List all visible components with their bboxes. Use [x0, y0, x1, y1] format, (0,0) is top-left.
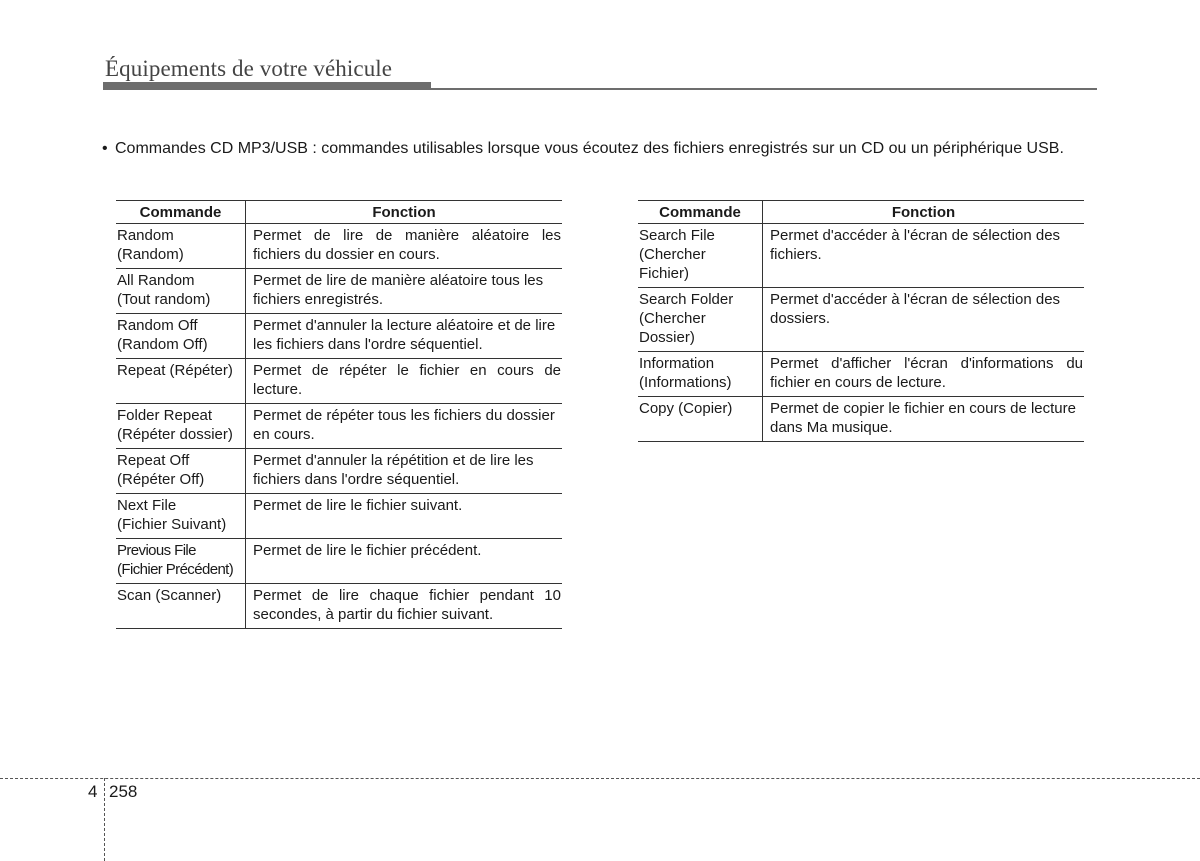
chapter-number: 4	[88, 782, 98, 801]
intro-text: Commandes CD MP3/USB : commandes utilisables lorsque vous écoutez des fichiers enregistrés sur un CD ou un périphérique USB.	[115, 140, 1064, 157]
table-row	[116, 404, 562, 449]
title-underline-thin	[431, 88, 1097, 90]
commands-table-right	[638, 200, 1084, 442]
command-cell	[116, 359, 246, 404]
function-cell: Permet d'annuler la répétition et de lire les fichiers dans l'ordre séquentiel.	[246, 449, 563, 494]
command-name: Search File (Chercher Fichier)	[639, 227, 715, 282]
function-cell: Permet d'accéder à l'écran de sélection des dossiers.	[763, 288, 1085, 352]
table-row	[116, 269, 562, 314]
command-cell	[116, 404, 246, 449]
column-header-command: Commande	[116, 201, 246, 224]
table-row	[116, 314, 562, 359]
function-cell: Permet de lire de manière aléatoire les fichiers du dossier en cours.	[246, 224, 563, 269]
intro-paragraph	[102, 139, 1102, 158]
function-cell: Permet de lire le fichier précédent.	[246, 539, 563, 584]
table-row	[116, 359, 562, 404]
command-name: Search Folder (Chercher Dossier)	[639, 291, 734, 346]
table-row	[116, 224, 562, 269]
table-row	[116, 539, 562, 584]
function-cell: Permet de lire le fichier suivant.	[246, 494, 563, 539]
command-name: Repeat Off (Répéter Off)	[117, 452, 205, 488]
function-cell: Permet d'afficher l'écran d'informations du fichier en cours de lecture.	[763, 352, 1085, 397]
command-cell	[638, 397, 763, 442]
command-name: Copy (Copier)	[639, 400, 733, 417]
function-cell: Permet de répéter le fichier en cours de lecture.	[246, 359, 563, 404]
table-header-row	[116, 201, 562, 224]
command-name: Next File (Fichier Suivant)	[117, 497, 227, 533]
table-row	[116, 584, 562, 629]
command-cell	[116, 539, 246, 584]
command-cell	[638, 288, 763, 352]
table-row	[638, 224, 1084, 288]
command-cell	[116, 224, 246, 269]
table-row	[116, 494, 562, 539]
command-name: Scan (Scanner)	[117, 587, 222, 604]
command-name: Random Off (Random Off)	[117, 317, 208, 353]
command-cell	[116, 584, 246, 629]
command-name: Random (Random)	[117, 227, 184, 263]
function-cell: Permet de copier le fichier en cours de lecture dans Ma musique.	[763, 397, 1085, 442]
footer-dashed-divider	[104, 778, 105, 861]
command-name: Previous File (Fichier Précédent)	[117, 542, 234, 578]
table-row	[116, 449, 562, 494]
command-cell	[116, 314, 246, 359]
command-cell	[116, 449, 246, 494]
column-header-command: Commande	[638, 201, 763, 224]
command-name: Information (Informations)	[639, 355, 732, 391]
command-cell	[638, 352, 763, 397]
function-cell: Permet de répéter tous les fichiers du dossier en cours.	[246, 404, 563, 449]
command-cell	[116, 269, 246, 314]
column-header-function: Fonction	[246, 201, 563, 224]
column-header-function: Fonction	[763, 201, 1085, 224]
function-cell: Permet d'accéder à l'écran de sélection des fichiers.	[763, 224, 1085, 288]
command-name: All Random (Tout random)	[117, 272, 211, 308]
page-number: 258	[109, 782, 138, 801]
function-cell: Permet de lire chaque fichier pendant 10 secondes, à partir du fichier suivant.	[246, 584, 563, 629]
command-cell	[116, 494, 246, 539]
title-underline-thick	[103, 82, 431, 90]
section-title: Équipements de votre véhicule	[105, 56, 393, 81]
table-row	[638, 397, 1084, 442]
command-name: Folder Repeat (Répéter dossier)	[117, 407, 233, 443]
function-cell: Permet d'annuler la lecture aléatoire et de lire les fichiers dans l'ordre séquentiel.	[246, 314, 563, 359]
commands-table-left	[116, 200, 562, 629]
function-cell: Permet de lire de manière aléatoire tous les fichiers enregistrés.	[246, 269, 563, 314]
command-cell	[638, 224, 763, 288]
table-header-row	[638, 201, 1084, 224]
table-row	[638, 288, 1084, 352]
bullet-icon: •	[102, 140, 108, 157]
footer-dashed-rule	[0, 778, 1200, 779]
table-row	[638, 352, 1084, 397]
command-name: Repeat (Répéter)	[117, 362, 233, 379]
